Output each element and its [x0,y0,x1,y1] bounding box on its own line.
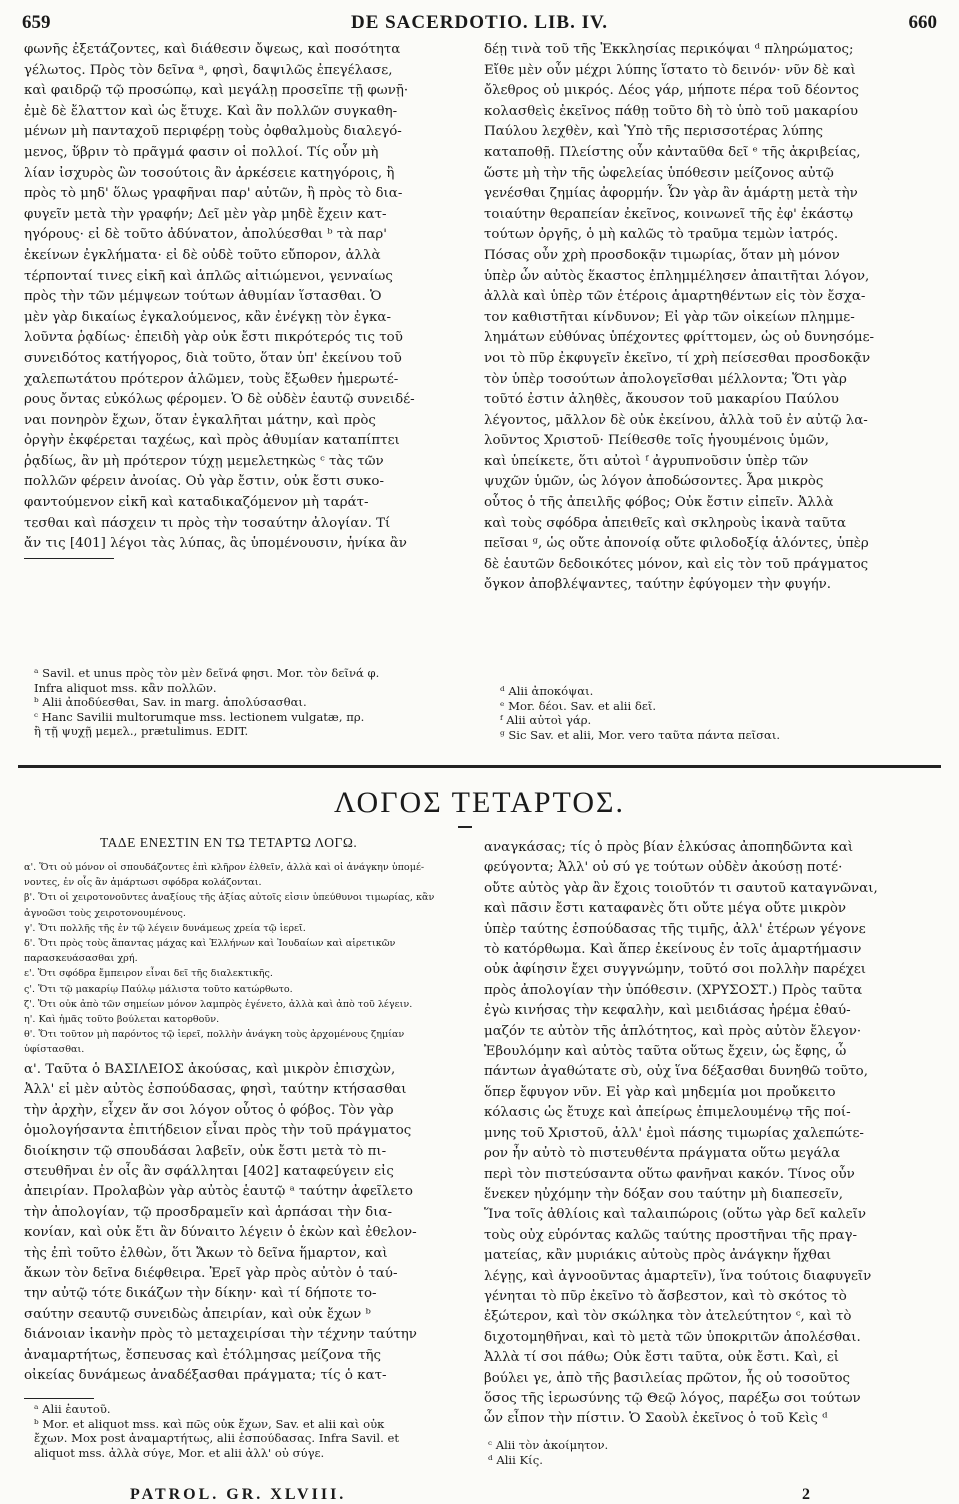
top-left-column [24,40,464,555]
text-line: τοῦτό ἐστιν ἀληθὲς, ἄκουσον τοῦ μακαρίου Παύλου [484,392,839,408]
text-line: περὶ τὸν πιστεύσαντα οὕτω φανῆναι κακόν. Τίνος οὖν [484,1166,855,1182]
text-line: ὥστε μὴ τὴν τῆς ὠφελείας ὑπόθεσιν μείζονος αὐτῷ [484,165,834,181]
text-line: κολασθεὶς ἐκεῖνος πάθῃ τοῦτο δὴ τὸ ὑπὸ τοῦ μακαρίου [484,103,859,119]
toc-item: ἀγνοῶσι τοὺς χειροτονουμένους. [24,907,186,919]
footnote-line: ᶜ Alii τὸν ἀκοίμητον. [488,1438,609,1452]
toc-item: α'. Ὅτι οὐ μόνον οἱ σπουδάζοντες ἐπὶ κλῆρον ἐλθεῖν, ἀλλὰ καὶ οἱ ἀνάγκην ὑπομέ- [24,862,425,873]
text-line: τοιαύτην θεραπείαν ἐκεῖνος, κοινωνεῖ τῆς ἐφ' ἑκάστῳ [484,206,854,222]
text-line: καὶ ὑπείκετε, ὅτι αὐτοὶ ᶠ ἀγρυπνοῦσιν ὑπὲρ τῶν [484,453,809,469]
bottom-right-column [484,838,936,1430]
text-line: ηγόρους· εἰ δὲ τοῦτο ἀδύνατον, ἀπολύεσθαι ᵇ τὰ παρ' [24,227,387,243]
text-line: φωνῆς ἐξετάζοντες, καὶ διάθεσιν ὄψεως, καὶ ποσότητα [24,42,401,57]
title-dash [458,826,472,828]
section-title: ΛΟΓΟΣ ΤΕΤΑΡΤΟΣ. [334,786,625,819]
toc-item: ς'. Ὅτι τῷ μακαρίῳ Παύλῳ μάλιστα τοῦτο κατώρθωτο. [24,983,293,995]
text-line: Πόσας οὖν χρὴ προσδοκᾷν τιμωρίας, ὅταν μὴ μόνον [484,247,840,263]
text-line: καὶ φαιδρῷ τῷ προσώπῳ, καὶ μεγάλῃ προσεῖπε τῇ φωνῇ· [24,83,409,99]
text-line: χαλεπωτάτου πρότερον ἁλῶμεν, τοὺς ἔξωθεν ἡμερωτέ- [24,371,399,387]
toc-item: νοντες, ἐν οἷς ἂν ἁμάρτωσι σφόδρα κολάζονται. [24,877,262,889]
text-line: ναι πονηρὸν ἔχων, ὅταν ἐγκαλῆται μάτην, καὶ πρὸς [24,412,376,428]
text-line: Ἐβουλόμην καὶ αὐτὸς ταῦτα οὕτως ἔχειν, ὡς ἔφης, ὦ [484,1044,847,1060]
text-line: σαύτην σεαυτῷ συνειδὼς ἀπειρίαν, καὶ οὐκ ἔχων ᵇ [24,1306,371,1322]
toc-item: θ'. Ὅτι τοῦτον μὴ παρόντος τῷ ἱερεῖ, πολλὴν ἀνάγκη τοὺς ἀρχομένους ζημίαν [24,1029,405,1041]
text-line: μὲν γὰρ δικαίως ἐγκαλούμενος, κἂν ἐνέγκῃ τὸν ἐγκα- [24,309,391,325]
text-line: ῥᾳδίως, ἂν μὴ πρότερον τύχῃ μεμελετηκὼς ᶜ τὰς τῶν [24,453,384,469]
text-line: οὔτε αὐτὸς γὰρ ἂν ἔχοις τοιοῦτόν τι σαυτοῦ καταγνῶναι, [484,880,878,896]
text-line: γενέσθαι ζημίας ἀφορμήν. Ὧν γὰρ ἂν ἁμάρτῃ μετὰ τὴν [484,186,858,202]
text-line: μνης τοῦ Χριστοῦ, ἀλλ' ἐμοὶ πάσης τιμωρίας χαλεπώτε- [484,1125,864,1141]
text-line: λέγοντος, μᾶλλον δὲ οὐκ ἐκείνου, ἀλλὰ τοῦ ἐν αὐτῷ λα- [484,412,868,428]
text-line: ὁμολογήσαντα ἐπιτήδειον εἶναι πρὸς τὴν τοῦ πράγματος [24,1123,412,1139]
text-line: ὑπὲρ ὧν αὐτὸς ἕκαστος ἐπλημμέλησεν ἀπαιτῆται λόγον, [484,268,870,284]
text-line: την αὐτῷ τότε δικάζων τὴν δίκην· καὶ τί δήποτε το- [24,1286,377,1302]
text-line: Ἵνα τοῖς ἀθλίοις καὶ ταλαιπώροις (οὕτω γὰρ δεῖ καλεῖν [484,1207,866,1223]
text-line: διοίκησιν τῷ σπουδάσαι λαβεῖν, οὐκ ἔστι μετὰ τὸ πι- [24,1143,387,1159]
text-line: πρὸς ἀπολογίαν τὴν ὑπόθεσιν. (ΧΡΥΣΟΣΤ.) Πρὸς ταῦτα [484,982,863,998]
text-line: λοῦντα ῥᾳδίως· ἐπειδὴ γὰρ οὐκ ἔστι πικρότερός τις τοῦ [24,330,403,346]
running-title: DE SACERDOTIO. LIB. IV. [350,12,609,33]
footnote-line: ᶜ Hanc Savilii multorumque mss. lectionem vulgatæ, πρ. [34,709,365,724]
text-line: τον καθιστῆται κίνδυνον; Εἰ γὰρ τῶν οἰκείων πλημμε- [484,309,855,325]
text-line: ἕνεκεν ηὐχόμην τὴν δόξαν σου ταύτην μὴ διαπεσεῖν, [484,1186,844,1202]
text-line: κόλασις ὡς ἔτυχε καὶ ἀπείρως ἐπιμελουμένῳ τῆς ποί- [484,1105,851,1121]
text-line: α'. Ταῦτα ὁ ΒΑΣΙΛΕΙΟΣ ἀκούσας, καὶ μικρὸν ἐπισχὼν, [24,1062,396,1077]
text-line: πεῖσαι ᵍ, ὡς οὔτε ἀπονοίᾳ οὔτε φιλοδοξίᾳ ἁλόντες, ὑπὲρ [484,536,869,552]
footnote-line: ᵃ Alii ἑαυτοῦ. [34,1402,111,1416]
text-line: ἀλλὰ καὶ ὑπὲρ τῶν ἑτέροις ἁμαρτηθέντων εἰς τὸν ἔσχα- [484,289,866,305]
toc-item: β'. Ὅτι οἱ χειροτονοῦντες ἀναξίους τῆς ἀξίας αὐτοῖς εἰσιν ὑπεύθυνοι τιμωρίας, κἂν [24,892,435,904]
text-line: καταποθῇ. Πλείστης οὖν κἀνταῦθα δεῖ ᵉ τῆς ἀκριβείας, [484,144,861,160]
text-line: οὐκ ἀφίησιν ἔχει συγγνώμην, τοῦτό σοι πολλὴν παρέχει [484,962,867,978]
footnote-line: Infra aliquot mss. κἂν πολλῶν. [34,680,217,695]
footnote-line: ᵇ Mor. et aliquot mss. καὶ πῶς οὐκ ἔχων, Sav. et alii καὶ οὐκ [34,1416,385,1431]
toc-list [24,860,464,1058]
footnote-line: aliquot mss. ἀλλὰ σύγε, Mor. et alii ἀλλ' οὐ σύγε. [34,1445,325,1460]
footer-left: PATROL. GR. XLVIII. [130,1486,347,1503]
toc-item: η'. Καὶ ἡμᾶς τοῦτο βούλεται κατορθοῦν. [24,1014,220,1026]
footnote-rule-bottom-left [24,1398,94,1399]
text-line: ρους ὄντας εὐκόλως φέρομεν. Ὁ δὲ οὐδὲν ἑαυτῷ συνειδέ- [24,392,415,408]
text-line: αναγκάσας; τίς ὁ πρὸς βίαν ἑλκύσας ἀποπηδῶντα καὶ [484,840,854,855]
footnote-line: ἢ τῇ ψυχῇ μεμελ., prætulimus. EDIT. [34,724,249,739]
text-line: Εἴθε μὲν οὖν μέχρι λύπης ἵστατο τὸ δεινόν· νῦν δὲ καὶ [484,62,856,78]
text-line: ματείας, κἂν μυριάκις αὐτοὺς πρὸς ἀνάγκην ἥχθαι [484,1248,832,1264]
text-line: τὴν ἀπολογίαν, τῷ προσδραμεῖν καὶ ἁρπάσαι τὴν δια- [24,1204,393,1220]
text-line: διχοτομηθῆναι, καὶ τὸ μετὰ τῶν ὑποκριτῶν ἀπολέσθαι. [484,1329,861,1345]
footnote-line: ᵃ Savil. et unus πρὸς τὸν μὲν δεῖνά φησι. Mor. τὸν δεῖνά φ. [34,666,380,680]
text-line: ὄλεθρος οὐ μικρός. Δέος γάρ, μήποτε πέρα τοῦ δέοντος [484,83,859,99]
text-line: γέλωτος. Πρὸς τὸν δεῖνα ᵃ, φησὶ, δαψιλῶς ἐπεγέλασε, [24,62,393,78]
section-separator [18,765,941,768]
text-line: ὑπὲρ ταύτης ἐσπούδασας τῆς τιμῆς, ἀλλ' ἑτέρων γέγονε [484,921,866,937]
text-line: πάντων ἀγαθώτατε σὺ, οὐχ ἵνα δέξασθαι δυνηθῶ τοῦτο, [484,1064,868,1080]
text-line: οὗτος ὁ τῆς ἀπειλῆς φόβος; Οὐκ ἔστιν εἰπεῖν. Ἀλλὰ [484,495,834,511]
text-line: φαντούμενον εἰκῆ καὶ καταδικαζόμενον μὴ ταράτ- [24,495,369,511]
text-line: μαζόν τε αὐτὸν τῆς ἁπλότητος, καὶ πρὸς αὐτὸν ἔλεγον· [484,1023,862,1039]
top-right-column [484,40,936,596]
text-line: στευθῆναι ἐν οἷς ἂν σφάλληται [402] καταφεύγειν εἰς [24,1164,394,1180]
text-line: λέγῃς, καὶ ἀγνοοῦντας ἁμαρτεῖν), ἵνα τούτοις διαφυγεῖν [484,1268,872,1284]
toc-item: ὑφίστασθαι. [24,1044,85,1056]
text-line: λημάτων εὐθύνας ὑπέχοντες φρίττομεν, ὡς οὐ δυνησόμε- [484,330,875,346]
text-line: μενος, ὕβριν τὸ πρᾶγμά φασιν οἱ πολλοί. Τίς οὖν μὴ [24,144,379,160]
text-line: τούτων ὀργῆς, ὁ μὴ καλῶς τὸ τραῦμα τεμὼν ἰατρός. [484,227,839,243]
text-line: διάνοιαν ἱκανὴν πρὸς τὸ μεταχειρίσαι τὴν τέχνην ταύτην [24,1327,417,1343]
footnote-line: ᵇ Alii ἀποδύεσθαι, Sav. in marg. ἀπολύσασθαι. [34,695,307,710]
text-line: συνειδότος κατήγορος, διὰ τοῦτο, ὅταν ὑπ' ἐκείνου τοῦ [24,350,402,366]
footnote-line: ᶠ Alii αὐτοὶ γάρ. [500,713,592,728]
text-line: ὧν εἶπον τὴν πίστιν. Ὁ Σαοὺλ ἐκεῖνος ὁ τοῦ Κεὶς ᵈ [484,1411,828,1427]
text-line: καὶ πᾶσιν ἔστι καταφανὲς ὅτι οὔτε μέγα οὔτε μικρὸν [484,901,847,917]
text-line: νοι τὸ πῦρ ἐκφυγεῖν ἐκεῖνο, τί χρὴ πείσεσθαι προσδοκᾷν [484,350,871,366]
bottom-left-footnotes [34,1402,464,1460]
text-line: ἐξώτερον, καὶ τὸν σκώληκα τὸν ἀτελεύτητον ᶜ, καὶ τὸ [484,1309,852,1325]
footer-right: 2 [802,1486,813,1503]
toc-item: ζ'. Ὅτι οὐκ ἀπὸ τῶν σημείων μόνον λαμπρὸς ἐγένετο, ἀλλὰ καὶ ἀπὸ τοῦ λέγειν. [24,998,413,1010]
text-line: φυγεῖν μετὰ τὴν γραφήν; Δεῖ μὲν γὰρ μηδὲ ἔχειν κατ- [24,206,387,222]
text-line: τέρπονταί τινες εἰκῆ καὶ ἁπλῶς αἰτιώμενοι, γενναίως [24,268,393,284]
text-line: μένων μὴ πανταχοῦ περιφέρῃ τοὺς ὀφθαλμοὺς διαλεγό- [24,124,402,140]
text-line: τὸ κατόρθωμα. Καὶ ἅπερ ἐκείνους ἐν τοῖς ἁμαρτήμασιν [484,942,862,958]
text-line: ἐγὼ κινήσας τὴν κεφαλὴν, καὶ μειδιάσας ἠρέμα ἐθαύ- [484,1003,851,1019]
text-line: ὀργὴν ἐκφέρεται ταχέως, καὶ πρὸς ἀθυμίαν καταπίπτει [24,433,400,449]
text-line: φεύγοντα; Ἀλλ' οὐ σύ γε τούτων οὐδὲν ἀκούσῃ ποτέ· [484,860,843,876]
text-line: κονίαν, καὶ οὐκ ἔτι ἂν δύναιτο λέγειν ὁ ἑκὼν καὶ ἐθελον- [24,1225,417,1241]
text-line: ἀναμαρτήτως, ἔσπευσας καὶ ἐτόλμησας μείζονα τῆς [24,1347,382,1363]
footnote-line: ᵈ Alii Κίς. [488,1452,543,1467]
text-line: τὴν ἀρχὴν, εἶχεν ἄν σοι λόγον οὗτος ὁ φόβος. Τὸν γὰρ [24,1102,394,1118]
footnote-line: ᵈ Alii ἀποκόψαι. [500,684,594,698]
text-line: γένηται τὸ πῦρ ἐκεῖνο τὸ ἄσβεστον, καὶ τὸ σκότος τὸ [484,1288,847,1304]
text-line: πρὸς τὴν τῶν μέμψεων τούτων ἀθυμίαν ἵστασθαι. Ὁ [24,289,382,305]
text-line: ἐμὲ δὲ ἔλαττον καὶ ὡς ἔτυχε. Καὶ ἂν πολλῶν συγκαθη- [24,103,398,119]
text-line: ἐκείνων ἐγκλήματα· εἰ δὲ οὐδὲ τοῦτο εὔπορον, ἀλλὰ [24,247,381,263]
toc-title: ΤΑΔΕ ΕΝΕΣΤΙΝ ΕΝ ΤΩ ΤΕΤΑΡΤΩ ΛΟΓΩ. [100,835,358,850]
text-line: ψυχῶν ὑμῶν, ὡς λόγον ἀποδώσοντες. Ἆρα μικρὸς [484,474,824,490]
text-line: ἀπειρίαν. Προλαβὼν γὰρ αὐτὸς ἑαυτῷ ᵃ ταύτην ἀφεῖλετο [24,1184,413,1200]
text-line: Ἀλλ' εἰ μὲν αὐτὸς ἐσπούδασας, φησὶ, ταύτην κτήσασθαι [24,1082,407,1098]
text-line: ὅπερ ἔφυγον νῦν. Εἰ γὰρ καὶ μηδεμία μοι προὔκειτο [484,1084,836,1100]
text-line: τὸν ὑπὲρ τοσούτων ἀπολογεῖσθαι μέλλοντα; Ὅτι γὰρ [484,371,847,387]
page-number-right: 660 [908,12,937,33]
toc-item: δ'. Ὅτι πρὸς τοὺς ἅπαντας μάχας καὶ Ἑλλήνων καὶ Ἰουδαίων καὶ αἱρετικῶν [24,938,396,950]
toc-item: γ'. Ὅτι πολλῆς τῆς ἐν τῷ λέγειν δυνάμεως χρεία τῷ ἱερεῖ. [24,922,306,934]
text-line: δὲ ἑαυτῶν δεδοικότες μόνον, καὶ εἰς τὸν τοῦ πράγματος [484,556,869,572]
footnote-line: ᵉ Mor. δέοι. Sav. et alii δεῖ. [500,698,657,713]
top-left-footnotes [34,666,464,739]
text-line: ὅσος τῆς ἱερωσύνης τῷ Θεῷ λόγος, παρέξω σοι τούτων [484,1390,861,1406]
footnote-rule-left [24,558,114,559]
footnote-line: ἔχων. Mox post ἀναμαρτήτως, alii ἐσπούδασας. Infra Savil. et [34,1431,399,1446]
text-line: ὄγκον ἀποβλέψαντες, ταύτην ἐφύγομεν τὴν φυγήν. [484,577,831,593]
text-line: δέῃ τινὰ τοῦ τῆς Ἐκκλησίας περικόψαι ᵈ πληρώματος; [484,42,854,57]
bottom-left-column [24,1060,464,1387]
text-line: οἰκείας δυνάμεως ἀναδέξασθαι πράγματα; τίς ὁ κατ- [24,1368,387,1384]
text-line: ρον ἦν αὐτὸ τὸ πιστευθέντα πράγματα οὕτω μεγάλα [484,1146,841,1162]
text-line: ἄκων τὸν δεῖνα διέφθειρα. Ἐρεῖ γὰρ πρὸς αὐτὸν ὁ ταύ- [24,1266,398,1282]
bottom-right-footnotes [488,1438,924,1467]
text-line: Παύλου λεχθὲν, καὶ Ὑπὸ τῆς περισσοτέρας λύπης [484,124,824,140]
text-line: καὶ τοὺς σφόδρα ἀπειθεῖς καὶ σκληροὺς ἱκανὰ ταῦτα [484,515,847,531]
toc-item: παρασκευάσασθαι χρή. [24,953,138,965]
footnote-line: ᵍ Sic Sav. et alii, Mor. vero ταῦτα πάντα πεῖσαι. [500,727,781,742]
text-line: τὴς ἐπὶ τοῦτο ἐλθὼν, ὅτι Ἄκων τὸ δεῖνα ἥμαρτον, καὶ [24,1245,388,1261]
text-line: ἄν τις [401] λέγοι τὰς λύπας, ἃς ὑπομένουσιν, ἡνίκα ἂν [24,536,407,552]
text-line: πρὸς τὸ μηδ' ὅλως γραφῆναι παρ' αὐτῶν, ἢ πρὸς τὸ δια- [24,186,403,202]
text-line: βούλει γε, ἀπὸ τῆς βασιλείας πρῶτον, ἧς οὐ τοσοῦτος [484,1370,851,1386]
text-line: λίαν ἰσχυρὸς ὢν τοσούτοις ἂν ἀρκέσειε κατηγόροις, ἢ [24,165,395,181]
text-line: τοὺς οὐχ εὑρόντας καλῶς ταύτης προστῆναι τῆς πραγ- [484,1227,858,1243]
toc-item: ε'. Ὅτι σφόδρα ἔμπειρον εἶναι δεῖ τῆς διαλεκτικῆς. [24,968,273,980]
text-line: Ἀλλὰ τί σοι πάθω; Οὐκ ἔστι ταῦτα, οὐκ ἔστι. Καὶ, εἰ [484,1350,840,1366]
top-right-footnotes [500,684,936,742]
page-number-left: 659 [22,12,51,33]
text-line: λοῦντος Χριστοῦ· Πείθεσθε τοῖς ἡγουμένοις ὑμῶν, [484,433,829,449]
text-line: τεσθαι καὶ πάσχειν τι πρὸς τὴν τοσαύτην ἀλογίαν. Τί [24,515,391,531]
text-line: πολλῶν φέρειν ἀνοίας. Οὐ γὰρ ἔστιν, οὐκ ἔστι συκο- [24,474,384,490]
